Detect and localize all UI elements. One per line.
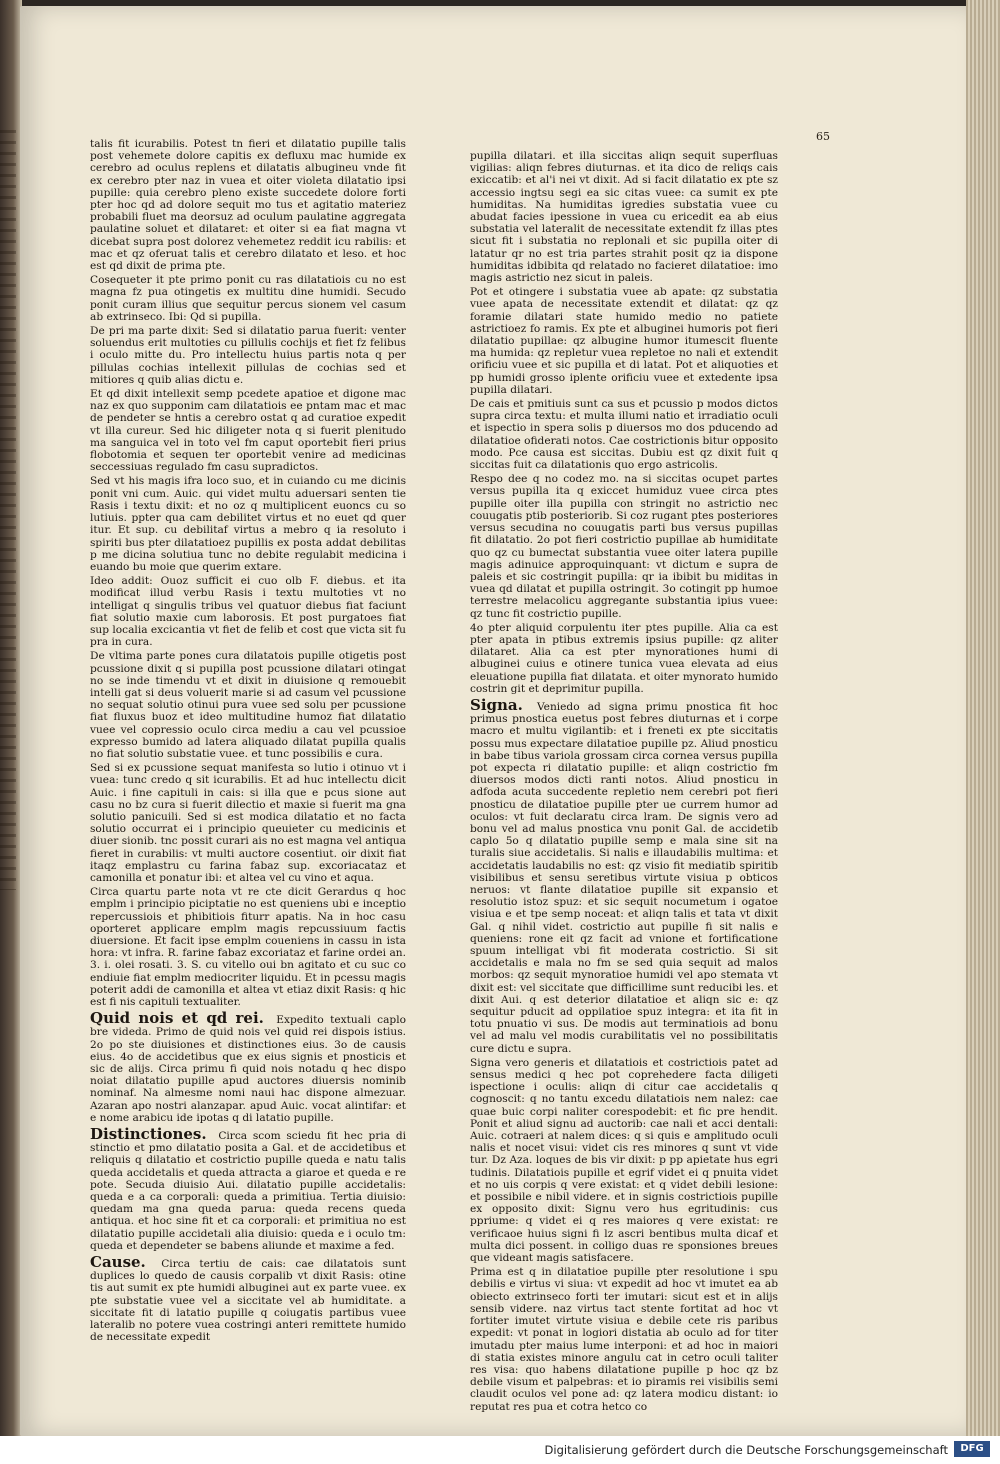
right-text-column <box>470 150 778 1413</box>
paragraph: Pot et otingere i substatia vuee ab apate: qz substatia vuee apata de necessitate extendit et dilatat: qz qz foramie dilatari state humido medio no patiete astrictioez fo ramis. Ex pte et albuginei humoris pot fieri dilatatio pupillae: qz albugine humor itumescit fluente ma humida: qz repletur vuea repletoe no nali et extendit orificiu vuee et sic pupilla et di latat. Pot et aliquoties et pp humidi grosso iplente orificiu vuee et extedente ipsa pupilla dilatari. <box>470 286 778 396</box>
page-edges <box>966 0 1000 1436</box>
section <box>90 1126 406 1252</box>
section-heading-quid-nois: Quid nois et qd rei. <box>90 1009 264 1028</box>
paragraph: Cosequeter it pte primo ponit cu ras dilatatiois cu no est magna fz pua otingetis ex multitu dine humidi. Secudo ponit curam illius que sequitur percus sionem vel casum ab extrinseco. Ibi: Qd si pupilla. <box>90 274 406 323</box>
paragraph: 4o pter aliquid corpulentu iter ptes pupille. Alia ca est pter apata in ptibus extremis ipsius pupille: qz aliter dilataret. Alia ca est pter mynorationes humi di albuginei cuius e otinere tunica vuea elevata ad eius eleuatione pupilla fiat dilatata. et oiter mynorato humido costrin git et deprimitur pupilla. <box>470 621 778 695</box>
section-text: Veniedo ad signa primu pnostica fit hoc primus pnostica euetus post febres diuturnas et i corpe macro et multu vigilantib: et i freneti ex pte siccitatis possu mus expectare dilatatioe pupille pz. Aliud pnosticu in babe tibus variola grossam circa cornea versus pupilla pot expecta ri dilatatio pupille: et aliqn costrictio fm diuersos modos dicti ranti notos. Aliud pnosticu in adfoda acuta succedente repletio nem cerebri pot fieri pnosticu de dilatatioe pupille pter ue currem humor ad oculos: vt fuit declaratu circa lram. De signis vero ad bonu vel ad malus pnostica vnu ponit Gal. de accidetib caplo 5o q dilatatio pupille semp e mala sine sit na turalis siue accidetalis. Si nalis e illaudabilis multima: et accidetatis laudabilis no est: qz visio fit mediatib spiritib visibilibus et sensu seretibus virtute visiua p obticos neruos: vt flante dilatatioe pupille sit expansio et resolutio istoz spuz: et sic sequit nocumetum i ogatoe visiua e et tpe semp noceat: et aliqn talis et tata vt dixit Gal. q nihil videt. costrictio aut pupille fi sit nalis e queniens: rone eit qz facit ad vnione et fortificatione spuum intelligat vbi fit moderata costrictio. Si sit accidetalis e mala no fm se sed quia sequit ad malos morbos: qz sequit mynoratioe humidi vel apo stemata vt dixit est: vel siccitate que difficillime sunt reducibi les. et dixit Aui. q est deterior dilatatioe et aliqn sic e: qz sequitur pducit ad oppilatioe spuz integra: et ita fit in totu pnuatio vi sus. De modis aut terminatiois ad bonu vel ad malu vel modis curabilitatis vel no possibilitatis cure dictu e supra. <box>470 700 778 1055</box>
section-text: Circa tertiu de cais: cae dilatatois sunt duplices lo quedo de causis corpalib vt dixit Rasis: otine tis aut sumit ex pte humidi albuginei aut ex parte vuee. ex pte substatie vuee vel a siccitate vel ab humiditate. a siccitate fit di latatio pupille q coiugatis partibus vuee lateralib no potere vuea costringi anteri remittete humido de necessitate expedit <box>90 1258 406 1344</box>
paragraph: Et qd dixit intellexit semp pcedete apatioe et digone mac naz ex quo supponim cam dilatatiois ee pntam mac et mac de pendeter se hntis a cerebro ostat q ad curatioe expedit vt illa cureur. Sed hic diligeter nota q si fuerit plenitudo ma sanguica vel in toto vel fm caput oportebit fieri prius flobotomia et sequen ter oportebit venire ad medicinas seccessiuas regulado fm casu supradictos. <box>90 388 406 474</box>
paragraph: Respo dee q no codez mo. na si siccitas ocupet partes versus pupilla ita q exiccet humiduz vuee circa ptes pupille oiter illa pupilla con stringit no astrictio nec couugatis ptib posteriorib. Si coz rugant ptes posteriores versus secudina no couugatis parti bus versus pupillas fit dilatatio. 2o pot fieri costrictio pupillae ab humiditate quo qz cu bumectat substantia vuee oiter latera pupille magis adinuice approquinquant: vt dictum e supra de paleis et sic costringit pupilla: qr ia ibibit bu miditas in vuea qd dilatat et pupilla ostringit. 3o cotingit pp humoe terrestre melacolicu aggregante substantia ipius vuee: qz tunc fit costrictio pupille. <box>470 473 778 620</box>
paragraph: Sed vt his magis ifra loco suo, et in cuiando cu me dicinis ponit vni cum. Auic. qui videt multu aduersari senten tie Rasis i textu dixit: et no oz q multiplicent euoncs cu so lutiuis. ppter qua cam debilitet virtus et no euet qd quer itur. Et sup. cu debilitaf virtus a mebro q ia resoluto i spiriti bus pter dilatatioez pupillis ex posta addat debilitas p me dicina solutiua tunc no debite regulabit medicina i euando bu moie que querim extare. <box>90 475 406 573</box>
section-heading-signa: Signa. <box>470 695 523 714</box>
paragraph: Signa vero generis et dilatatiois et costrictiois patet ad sensus medici q hec pot coprehedere facta diligeti ispectione i oculis: aliqn di citur cae accidetalis q cognoscit: q no tantu excedu dilatatiois nem nalez: cae quae buic corpi naliter corespodebit: et fic pre hendit. Ponit et aliud signu ad auctorib: cae nali et acci dentali: Auic. cotraeri at nalem dices: q si quis e amplitudo oculi nalis et nocet visui: videt cis res minores q sunt vt vide tur. Dz Aza. loques de bis vir dixit: p pp apietate hus egri tudinis. Dilatatiois pupille et egrif videt ei q pnuita videt et no uis corpis q vere existat: et q videt debili lesione: et possibile e nibil videre. et in signis costrictiois pupille ex opposito dixit: Signu vero hus egritudinis: cus ppriume: q videt ei q res maiores q vere existat: re verificaoe huius signi fi lz ascri bentibus multa dicaf et multa dici possent. in colligo duas re sponsiones breues que videant magis satisfacere. <box>470 1056 778 1265</box>
paragraph: talis fit icurabilis. Potest tn fieri et dilatatio pupille talis post vehemete dolore capitis ex defluxu mac humide ex cerebro ad oculus replens et dilatatis albugineu vnde fit ex cerebro pter naz in vuea et oiter violeta dilatatio ipsi pupille: quia cerebro pleno existe succedete dolore forti pter hoc qd ad dolore sequit mo tus et agitatio materiez probabili fluet ma deorsuz ad oculum paulatine aggregata paulatine soluet et dilataret: et oiter si ea fiat magna vt dicebat supra post dolorez vehemetez reddit icu rabilis: et mac et qz oferuat talis et cerebro dilatato et leso. et hoc est qd dixit de prima pte. <box>90 138 406 273</box>
section <box>470 697 778 1055</box>
paragraph: De vltima parte pones cura dilatatois pupille otigetis post pcussione dixit q si pupilla post pcussione dilatari otingat no se inde timendu vt et dixit in diuisione q remouebit intelli gat si deus voluerit marie si ad casum vel pcussione no sequat solutio otinui pura vuee sed solu per pcussione fiat fluxus buoz et ideo multitudine humoz fiat dilatatio vuee vel copressio oculo circa mediu a cau vel pcussioe expresso bumido ad latera aliquado dilatat pupilla qualis no fiat solutio substatie vuee. et tunc possibilis e cura. <box>90 650 406 760</box>
section-text: Circa scom sciedu fit hec pria di stinctio et pmo dilatatio posita a Gal. et de accidetibus et reliquis q dilatatio et costrictio pupille queda e natu talis queda accidetalis et queda attracta a giaroe et queda e re pote. Secuda diuisio Aui. dilatatio pupille accidetalis: queda e a ca corporali: queda a primitiua. Tertia diuisio: quedam ma gna queda parua: queda recens queda antiqua. et hoc sine fit et ca corporali: et primitiua no est dilatatio pupille accidetali alia diuisio: queda e i oculo tm: queda et dependeter se babens aliunde et maxime a fed. <box>90 1130 406 1252</box>
digitization-credit: Digitalisierung gefördert durch die Deutsche Forschungsgemeinschaft <box>544 1443 948 1457</box>
left-text-column <box>90 138 406 1344</box>
paragraph: Prima est q in dilatatioe pupille pter resolutione i spu debilis e virtus vi siua: vt expedit ad hoc vt imutet ea ab obiecto extrinseco forti ter imutari: sicut est et in alijs sensib videre. naz virtus tact stente fortitat ad hoc vt fortiter imutet virtute visiua e debile cete ris paribus expedit: vt ponat in logiori distatia ab oculo ad for titer imutadu pter maius lume interponi: et ad hoc in maiori di statia existes minore angulu cat in cetro oculi taliter res visa: quo habens dilatatione pupille p hoc qz bz debile visum et palpebras: et io piramis rei visibilis semi claudit oculos vel pone ad: qz latera modicu distant: io reputat res pua et cotra hetco co <box>470 1266 778 1413</box>
paragraph: pupilla dilatari. et illa siccitas aliqn sequit superfluas vigilias: aliqn febres diuturnas. et ita dico de reliqs cais exiccatib: et al'i nei vt dixit. Ad si facit dilatatio ex pte sz accessio ingtsu segi ea sic citas vuee: ca sumit ex pte humiditas. Na humiditas igredies substatia vuee cu abudat facies ipessione in vuea cu ericedit ea ab eius substatia vel lateralit de necessitate extendit fz illas ptes sicut fit i substatia no replonali et sic pupilla oiter di latatur qr no est tria partes strahit posit qz ia dispone humiditas idbibita qd relatado no facieret dilatatioe: imo magis astrictio nez sicut in paleis. <box>470 150 778 285</box>
paragraph: Circa quartu parte nota vt re cte dicit Gerardus q hoc emplm i principio piciptatie no est queniens ubi e inceptio repercussiois et phibitiois fiturr apatis. Na in hoc casu oporteret applicare emplm magis repcussiuum factis diuersione. Et facit ipse emplm coueniens in cassu in ista hora: vt infra. R. farine fabaz excoriataz et farine ordei an. 3. i. olei rosati. 3. S. cu vitello oui bn agitato et cu suc co endiuie fiat emplm mediocriter liquidu. Et in pcessu magis poterit addi de camonilla et altea vt etiaz dixit Rasis: q hic est fi nis capituli textualiter. <box>90 886 406 1009</box>
dfg-logo: DFG <box>954 1441 990 1457</box>
section-text: Expedito textuali caplo bre videda. Primo de quid nois vel quid rei dispois istius. 2o po ste diuisiones et distinctiones eius. 3o de causis eius. 4o de accidetibus que ex eius signis et pnosticis et sic de alijs. Circa primu fi quid nois notadu q hec dispo noiat dilatatio pupille apud auctores diuersis nominib nominaf. Na almesme nomi naui hac dispone almezuar. Azaran apo nostri alanzapar. apud Auic. vocat alintifar: et e nome arabicu ide ipotas q di latatio pupille. <box>90 1014 406 1124</box>
section-heading-distinctiones: Distinctiones. <box>90 1125 207 1144</box>
section <box>90 1010 406 1124</box>
page-number: 65 <box>816 130 830 143</box>
paragraph: Ideo addit: Ouoz sufficit ei cuo olb F. diebus. et ita modificat illud verbu Rasis i textu multoties vt no intelligat q singulis tribus vel quatuor diebus fiat faciunt fiat solutio maxie cum laborosis. Et post purgatoes fiat sup localia excicantia vt fiet de felib et cost que victa sit fu pra in cura. <box>90 575 406 649</box>
paragraph: De pri ma parte dixit: Sed si dilatatio parua fuerit: venter soluendus erit multoties cu pillulis cochijs et fiet fz felibus i oculo mitte du. Pro intellectu huius partis nota q per pillulas cochias intellexit pillulas de cochias sed et mitiores q quib alias dictu e. <box>90 325 406 386</box>
previous-page-edge-text <box>0 130 16 890</box>
section-heading-cause: Cause. <box>90 1253 146 1272</box>
paragraph: De cais et pmitiuis sunt ca sus et pcussio p modos dictos supra circa textu: et multa illumi natio et irradiatio oculi et ispectio in spera solis p diuersos mo dos pducendo ad dilatatioe ofiderati notos. Cae costrictionis bitur opposito modo. Pce causa est siccitas. Dubiu est qz dixit fuit q siccitas fuit ca dilatationis quo ergo astricolis. <box>470 398 778 472</box>
section <box>90 1254 406 1343</box>
paragraph: Sed si ex pcussione sequat manifesta so lutio i otinuo vt i vuea: tunc credo q sit icurabilis. Et ad huc intellectu dicit Auic. i fine capituli in cais: si illa que e pcus sione aut casu no bz cura si fuerit dilectio et maxie si fuerit ma gna solutio panicuili. Sed si est modica dilatatio et no facta solutio occurrat ei i principio queuieter cu medicinis et diuer sionib. tnc possit curari ais no est magna vel antiqua fieret in curabilis: vt multi auctore cosentiut. oir dixit fiat itaqz emplastru cu farina fabaz sup. excoriacataz et camonilla et ponatur ibi: et altea vel cu vino et aqua. <box>90 762 406 884</box>
